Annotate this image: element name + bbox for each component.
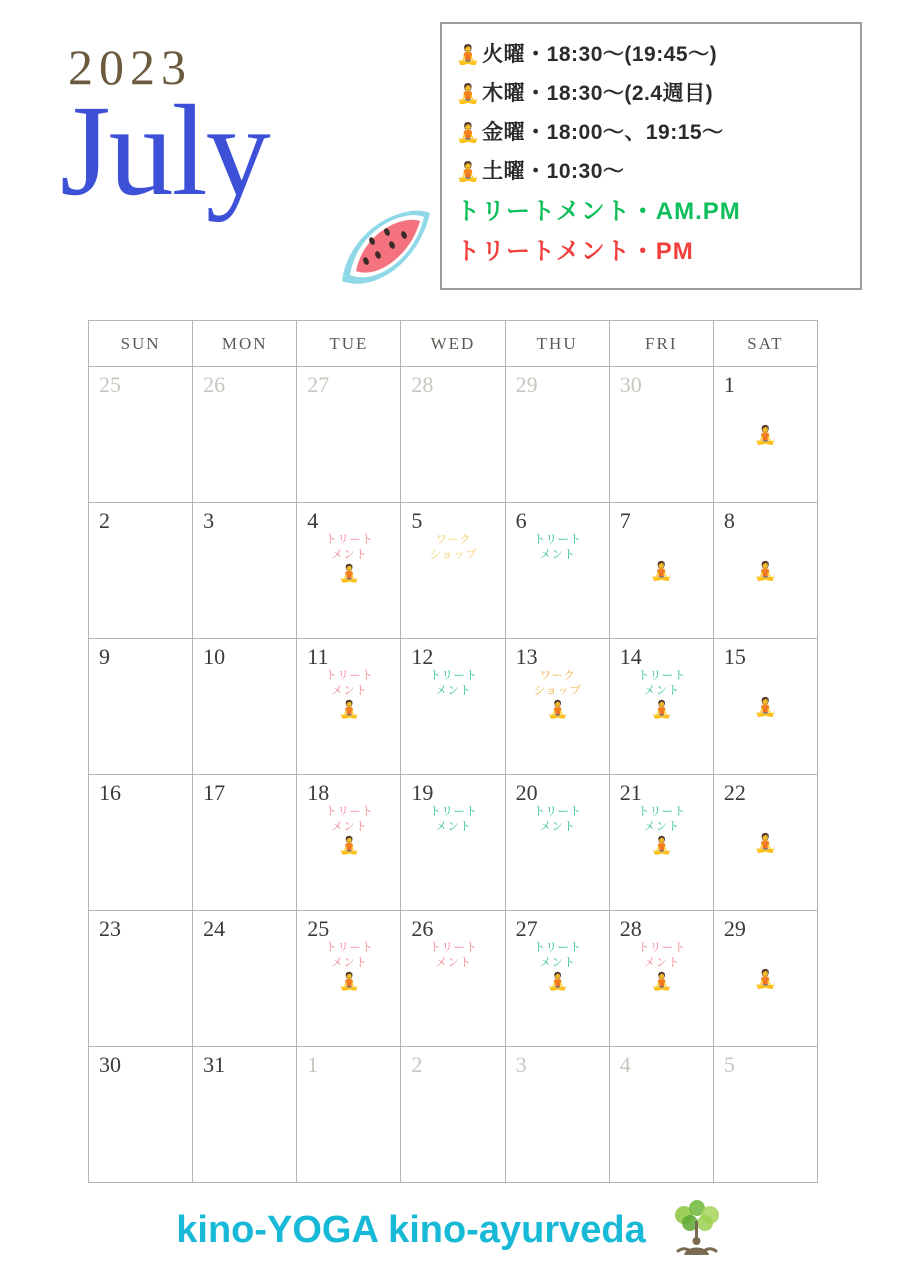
brand-name: kino-YOGA kino-ayurveda [176, 1208, 646, 1251]
day-number: 24 [203, 916, 226, 941]
day-number: 26 [203, 372, 226, 397]
weekday-header-sun: SUN [89, 321, 193, 367]
calendar-day-cell[interactable] [506, 503, 610, 639]
calendar-day-cell[interactable] [401, 911, 505, 1047]
calendar-day-cell[interactable] [89, 503, 193, 639]
calendar-day-cell[interactable] [401, 367, 505, 503]
yoga-person-icon: 🧘 [650, 561, 673, 581]
calendar-day-cell[interactable] [714, 775, 818, 911]
schedule-line: 🧘金曜・18:00〜、19:15〜 [456, 121, 724, 144]
poster-header [0, 0, 906, 305]
calendar-day-cell[interactable] [297, 503, 401, 639]
day-number: 1 [307, 1052, 319, 1077]
day-event-label: ワーク [435, 534, 472, 546]
day-events [305, 941, 393, 991]
calendar-day-cell[interactable] [401, 503, 505, 639]
yoga-person-icon: 🧘 [338, 700, 360, 719]
weekday-header-fri: FRI [610, 321, 714, 367]
day-number: 11 [307, 644, 329, 669]
day-event-label: メント [539, 821, 576, 833]
calendar-day-cell[interactable] [610, 367, 714, 503]
day-number: 9 [99, 644, 110, 669]
day-number: 10 [203, 644, 226, 669]
calendar-week-row [89, 1047, 818, 1183]
day-events [409, 941, 497, 971]
calendar-week-row [89, 367, 818, 503]
day-number: 13 [515, 644, 538, 669]
day-event-label: トリート [429, 670, 478, 682]
day-number: 2 [99, 508, 110, 533]
day-event-label: トリート [637, 670, 686, 682]
treatment-legend-pm: トリートメント・PM [456, 238, 694, 265]
day-event-label: トリート [325, 942, 374, 954]
calendar-day-cell[interactable] [89, 775, 193, 911]
yoga-person-icon: 🧘 [754, 697, 777, 717]
day-event-label: トリート [429, 806, 478, 818]
yoga-person-icon: 🧘 [456, 45, 481, 66]
day-number: 2 [411, 1052, 423, 1077]
calendar-day-cell[interactable] [610, 1047, 714, 1183]
day-number: 4 [307, 508, 319, 533]
calendar-day-cell[interactable] [714, 1047, 818, 1183]
day-event-label: トリート [533, 942, 582, 954]
day-number: 29 [723, 916, 746, 941]
calendar-week-row [89, 775, 818, 911]
day-event-label: トリート [637, 942, 686, 954]
yoga-person-icon: 🧘 [754, 833, 777, 853]
calendar-day-cell[interactable] [297, 911, 401, 1047]
calendar-day-cell[interactable] [714, 503, 818, 639]
day-number: 17 [203, 780, 226, 805]
day-event-label: メント [643, 685, 680, 697]
month-title: July [60, 79, 269, 223]
calendar-day-cell[interactable] [89, 639, 193, 775]
day-events [409, 533, 497, 563]
yoga-person-icon: 🧘 [754, 969, 777, 989]
day-number: 18 [307, 780, 330, 805]
day-number: 30 [619, 372, 642, 397]
calendar-day-cell[interactable] [714, 911, 818, 1047]
day-number: 4 [619, 1052, 631, 1077]
calendar-day-cell[interactable] [297, 639, 401, 775]
day-events [514, 941, 602, 991]
calendar-day-cell[interactable] [89, 911, 193, 1047]
day-events [305, 669, 393, 719]
yoga-person-icon: 🧘 [338, 972, 360, 991]
year-label: 2023 [68, 39, 192, 95]
calendar-day-cell[interactable] [714, 639, 818, 775]
yoga-person-icon: 🧘 [546, 972, 569, 991]
day-number: 26 [411, 916, 434, 941]
day-events [514, 805, 602, 835]
day-number: 5 [411, 508, 423, 533]
yoga-person-icon: 🧘 [456, 84, 481, 105]
schedule-line: 🧘木曜・18:30〜(2.4週目) [456, 82, 714, 105]
day-number: 14 [619, 644, 642, 669]
tree-yoga-logo-icon [664, 1199, 730, 1261]
yoga-person-icon: 🧘 [651, 700, 673, 719]
day-event-label: ワーク [539, 670, 576, 682]
calendar-weeks [89, 367, 818, 1183]
day-number: 20 [515, 780, 538, 805]
watermelon-slice-icon [330, 195, 440, 295]
day-events [305, 533, 393, 583]
day-number: 28 [411, 372, 434, 397]
day-number: 25 [307, 916, 330, 941]
yoga-person-icon: 🧘 [456, 162, 481, 183]
day-number: 16 [99, 780, 121, 805]
calendar-day-cell[interactable] [89, 1047, 193, 1183]
calendar-day-cell[interactable] [193, 367, 297, 503]
day-event-label: トリート [533, 806, 582, 818]
calendar-day-cell[interactable] [506, 775, 610, 911]
yoga-person-icon: 🧘 [651, 972, 673, 991]
day-number: 8 [723, 508, 735, 533]
day-event-label: メント [331, 549, 368, 561]
calendar-day-cell[interactable] [297, 775, 401, 911]
weekday-header-tue: TUE [297, 321, 401, 367]
day-events [409, 669, 497, 699]
yoga-person-icon: 🧘 [338, 836, 360, 855]
calendar-day-cell[interactable] [401, 639, 505, 775]
day-event-label: メント [435, 957, 472, 969]
day-event-label: ショップ [533, 685, 582, 697]
day-number: 19 [411, 780, 434, 805]
calendar-week-row [89, 639, 818, 775]
yoga-person-icon: 🧘 [754, 425, 777, 445]
yoga-person-icon: 🧘 [456, 123, 481, 144]
day-events [409, 805, 497, 835]
weekday-header-mon: MON [193, 321, 297, 367]
day-event-label: メント [643, 957, 680, 969]
calendar-day-cell[interactable] [401, 1047, 505, 1183]
day-events [618, 669, 706, 719]
day-event-label: メント [435, 685, 472, 697]
day-number: 6 [515, 508, 527, 533]
calendar-header-row [89, 321, 818, 367]
day-events [514, 533, 602, 563]
day-number: 5 [723, 1052, 735, 1077]
calendar-day-cell[interactable] [506, 911, 610, 1047]
calendar-week-row [89, 911, 818, 1047]
day-number: 12 [411, 644, 434, 669]
yoga-person-icon: 🧘 [651, 836, 673, 855]
calendar-day-cell[interactable] [610, 639, 714, 775]
day-event-label: トリート [325, 806, 374, 818]
day-number: 7 [619, 508, 631, 533]
yoga-person-icon: 🧘 [338, 564, 360, 583]
day-number: 3 [203, 508, 215, 533]
day-number: 23 [99, 916, 121, 941]
day-number: 15 [723, 644, 746, 669]
day-number: 31 [203, 1052, 226, 1077]
calendar-grid [88, 320, 818, 1183]
calendar-day-cell[interactable] [193, 503, 297, 639]
calendar-day-cell[interactable] [89, 367, 193, 503]
calendar-day-cell[interactable] [506, 1047, 610, 1183]
schedule-line: 🧘火曜・18:30〜(19:45〜) [456, 43, 718, 66]
day-event-label: メント [331, 821, 368, 833]
calendar-day-cell[interactable] [610, 775, 714, 911]
day-event-label: トリート [325, 670, 374, 682]
day-event-label: メント [435, 821, 472, 833]
day-event-label: メント [539, 957, 576, 969]
day-events [618, 805, 706, 855]
day-number: 29 [515, 372, 538, 397]
weekday-header-sat: SAT [714, 321, 818, 367]
weekday-header-thu: THU [506, 321, 610, 367]
calendar-day-cell[interactable] [193, 639, 297, 775]
day-number: 30 [99, 1052, 121, 1077]
calendar-day-cell[interactable] [297, 1047, 401, 1183]
day-event-label: トリート [533, 534, 582, 546]
calendar-day-cell[interactable] [714, 367, 818, 503]
day-event-label: メント [643, 821, 680, 833]
schedule-line: 🧘土曜・10:30〜 [456, 160, 625, 183]
yoga-person-icon: 🧘 [754, 561, 777, 581]
day-number: 27 [515, 916, 538, 941]
calendar-day-cell[interactable] [610, 911, 714, 1047]
day-event-label: メント [539, 549, 576, 561]
yoga-person-icon: 🧘 [546, 700, 569, 719]
day-number: 21 [619, 780, 642, 805]
day-events [514, 669, 602, 719]
day-number: 1 [723, 372, 735, 397]
schedule-info-box [440, 22, 862, 290]
day-event-label: ショップ [429, 549, 478, 561]
poster-footer [0, 1195, 906, 1265]
day-number: 25 [99, 372, 121, 397]
day-number: 22 [723, 780, 746, 805]
day-number: 28 [619, 916, 642, 941]
day-event-label: トリート [637, 806, 686, 818]
calendar-day-cell[interactable] [193, 775, 297, 911]
calendar-day-cell[interactable] [193, 1047, 297, 1183]
weekday-header-wed: WED [401, 321, 505, 367]
calendar-day-cell[interactable] [297, 367, 401, 503]
calendar-day-cell[interactable] [506, 367, 610, 503]
treatment-legend-ampm: トリートメント・AM.PM [456, 198, 741, 225]
day-event-label: トリート [429, 942, 478, 954]
day-event-label: トリート [325, 534, 374, 546]
calendar-week-row [89, 503, 818, 639]
day-number: 3 [515, 1052, 527, 1077]
day-event-label: メント [331, 685, 368, 697]
calendar-day-cell[interactable] [401, 775, 505, 911]
day-events [618, 941, 706, 991]
calendar-day-cell[interactable] [506, 639, 610, 775]
day-number: 27 [307, 372, 330, 397]
day-events [305, 805, 393, 855]
day-event-label: メント [331, 957, 368, 969]
calendar-day-cell[interactable] [610, 503, 714, 639]
calendar-day-cell[interactable] [193, 911, 297, 1047]
